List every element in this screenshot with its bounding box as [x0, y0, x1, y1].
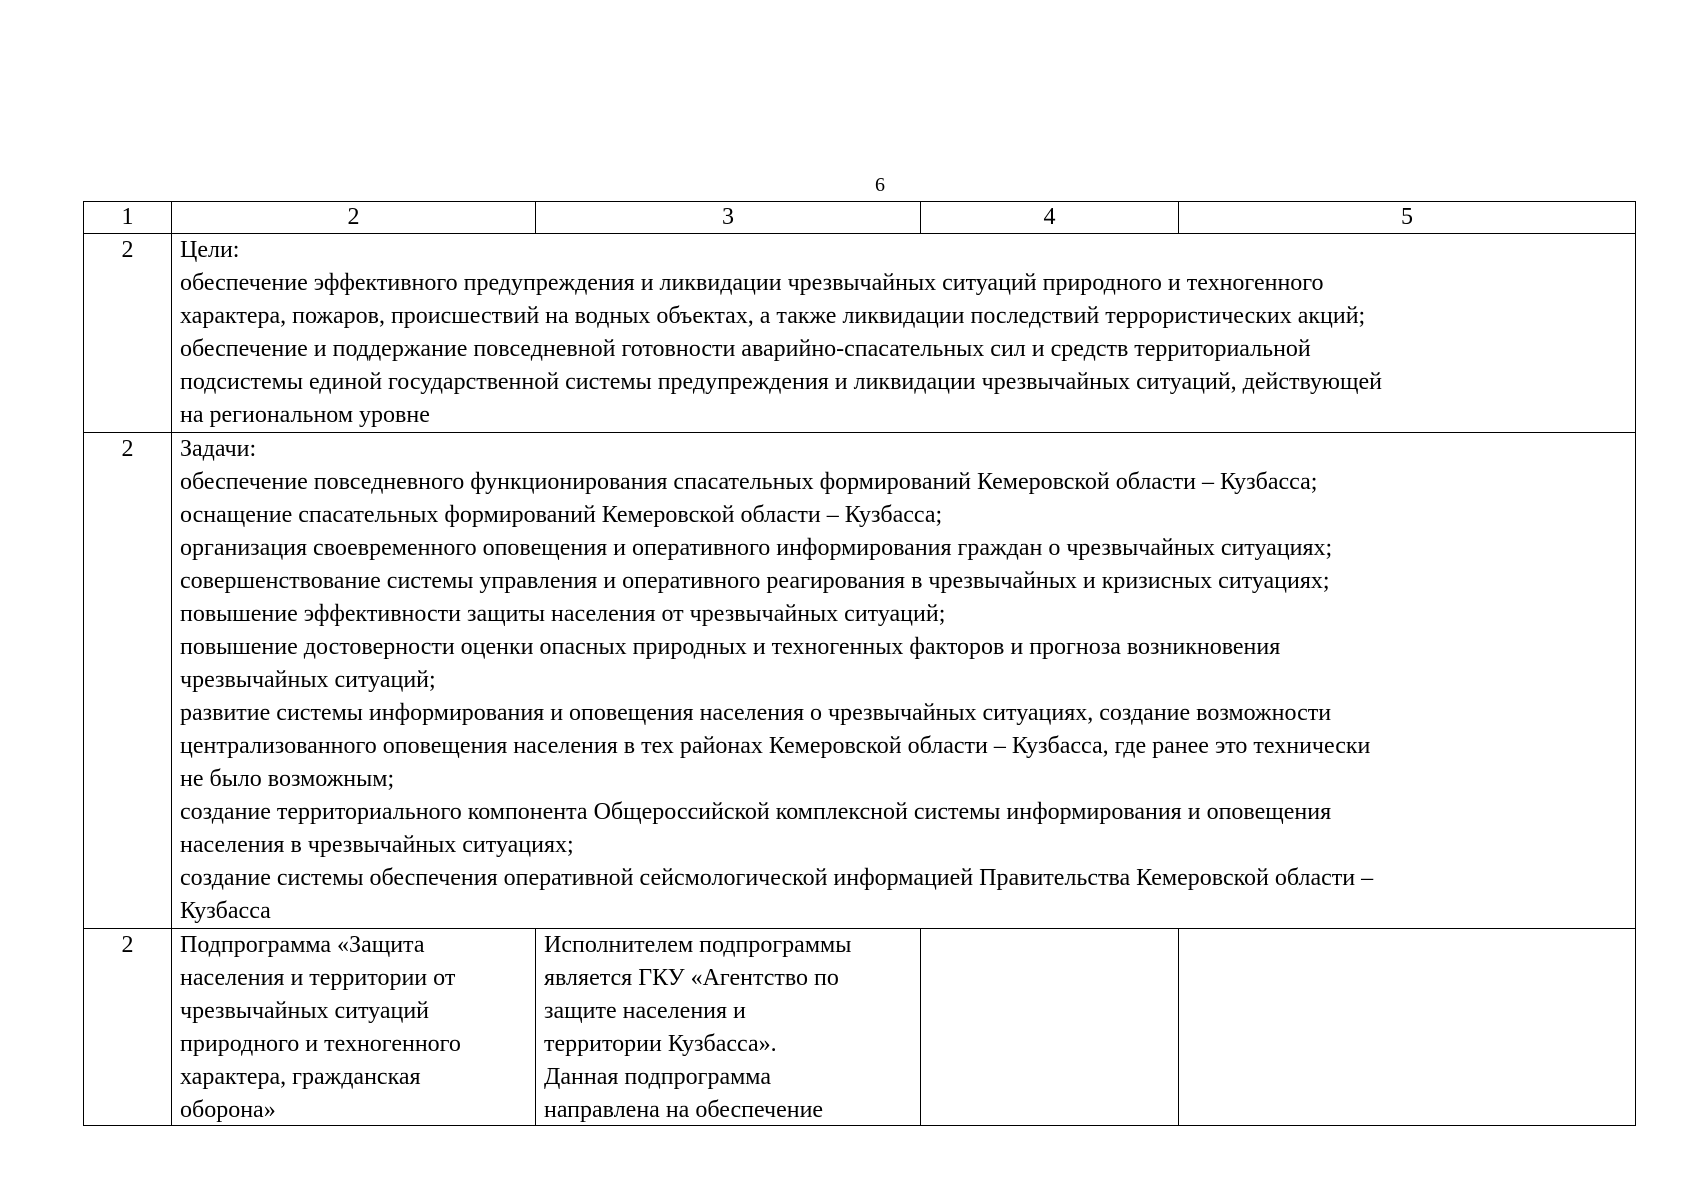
- subprogram-name-line: оборона»: [180, 1097, 276, 1123]
- goals-row: [84, 234, 1636, 433]
- program-table: [83, 201, 1636, 1126]
- subprogram-row-number: 2: [84, 929, 172, 1126]
- tasks-line: организация своевременного оповещения и оперативного информирования граждан о чрезвычайных ситуациях;: [180, 535, 1333, 561]
- page-number: 6: [875, 174, 885, 196]
- tasks-line: Кузбасса: [180, 898, 271, 924]
- subprogram-description-line: защите населения и: [544, 998, 746, 1024]
- tasks-line: оснащение спасательных формирований Кемеровской области – Кузбасса;: [180, 502, 943, 528]
- table-header-row: [84, 202, 1636, 234]
- tasks-line: централизованного оповещения населения в тех районах Кемеровской области – Кузбасса, где ранее это технически: [180, 733, 1371, 759]
- goals-line: обеспечение эффективного предупреждения и ликвидации чрезвычайных ситуаций природного и техногенного: [180, 270, 1324, 296]
- tasks-line: чрезвычайных ситуаций;: [180, 667, 436, 693]
- subprogram-description-line: является ГКУ «Агентство по: [544, 965, 839, 991]
- subprogram-name-line: населения и территории от: [180, 965, 456, 991]
- subprogram-col5-cell: [1179, 929, 1636, 1126]
- subprogram-description-line: Данная подпрограмма: [544, 1064, 771, 1090]
- subprogram-name-cell: [172, 929, 536, 1126]
- tasks-row-number: 2: [84, 433, 172, 929]
- subprogram-description-line: Исполнителем подпрограммы: [544, 932, 852, 958]
- tasks-line: Задачи:: [180, 436, 257, 462]
- subprogram-name-line: Подпрограмма «Защита: [180, 932, 425, 958]
- header-cell-5: 5: [1179, 202, 1636, 234]
- tasks-line: совершенствование системы управления и оперативного реагирования в чрезвычайных и кризисных ситуациях;: [180, 568, 1330, 594]
- subprogram-description-cell: [536, 929, 921, 1126]
- subprogram-row: [84, 929, 1636, 1126]
- header-cell-4: 4: [921, 202, 1179, 234]
- tasks-line: повышение достоверности оценки опасных природных и техногенных факторов и прогноза возникновения: [180, 634, 1281, 660]
- header-cell-1: 1: [84, 202, 172, 234]
- tasks-line: не было возможным;: [180, 766, 395, 792]
- tasks-line: населения в чрезвычайных ситуациях;: [180, 832, 574, 858]
- goals-line: на региональном уровне: [180, 402, 430, 428]
- header-cell-2: 2: [172, 202, 536, 234]
- subprogram-col4-cell: [921, 929, 1179, 1126]
- goals-text-cell: [172, 234, 1636, 433]
- tasks-line: повышение эффективности защиты населения от чрезвычайных ситуаций;: [180, 601, 946, 627]
- goals-line: характера, пожаров, происшествий на водных объектах, а также ликвидации последствий террористических акций;: [180, 303, 1366, 329]
- subprogram-name-line: чрезвычайных ситуаций: [180, 998, 430, 1024]
- tasks-text-cell: [172, 433, 1636, 929]
- subprogram-description-line: территории Кузбасса».: [544, 1031, 777, 1057]
- subprogram-description-line: направлена на обеспечение: [544, 1097, 824, 1123]
- goals-row-number: 2: [84, 234, 172, 433]
- tasks-line: обеспечение повседневного функционирования спасательных формирований Кемеровской области – Кузбасса;: [180, 469, 1318, 495]
- subprogram-name-line: характера, гражданская: [180, 1064, 421, 1090]
- header-cell-3: 3: [536, 202, 921, 234]
- goals-line: подсистемы единой государственной системы предупреждения и ликвидации чрезвычайных ситуаций, действующей: [180, 369, 1382, 395]
- goals-line: Цели:: [180, 237, 240, 263]
- tasks-row: [84, 433, 1636, 929]
- tasks-line: развитие системы информирования и оповещения населения о чрезвычайных ситуациях, создание возможности: [180, 700, 1332, 726]
- tasks-line: создание системы обеспечения оперативной сейсмологической информацией Правительства Кемеровской области –: [180, 865, 1374, 891]
- tasks-line: создание территориального компонента Общероссийской комплексной системы информирования и оповещения: [180, 799, 1332, 825]
- subprogram-name-line: природного и техногенного: [180, 1031, 461, 1057]
- goals-line: обеспечение и поддержание повседневной готовности аварийно-спасательных сил и средств территориальной: [180, 336, 1311, 362]
